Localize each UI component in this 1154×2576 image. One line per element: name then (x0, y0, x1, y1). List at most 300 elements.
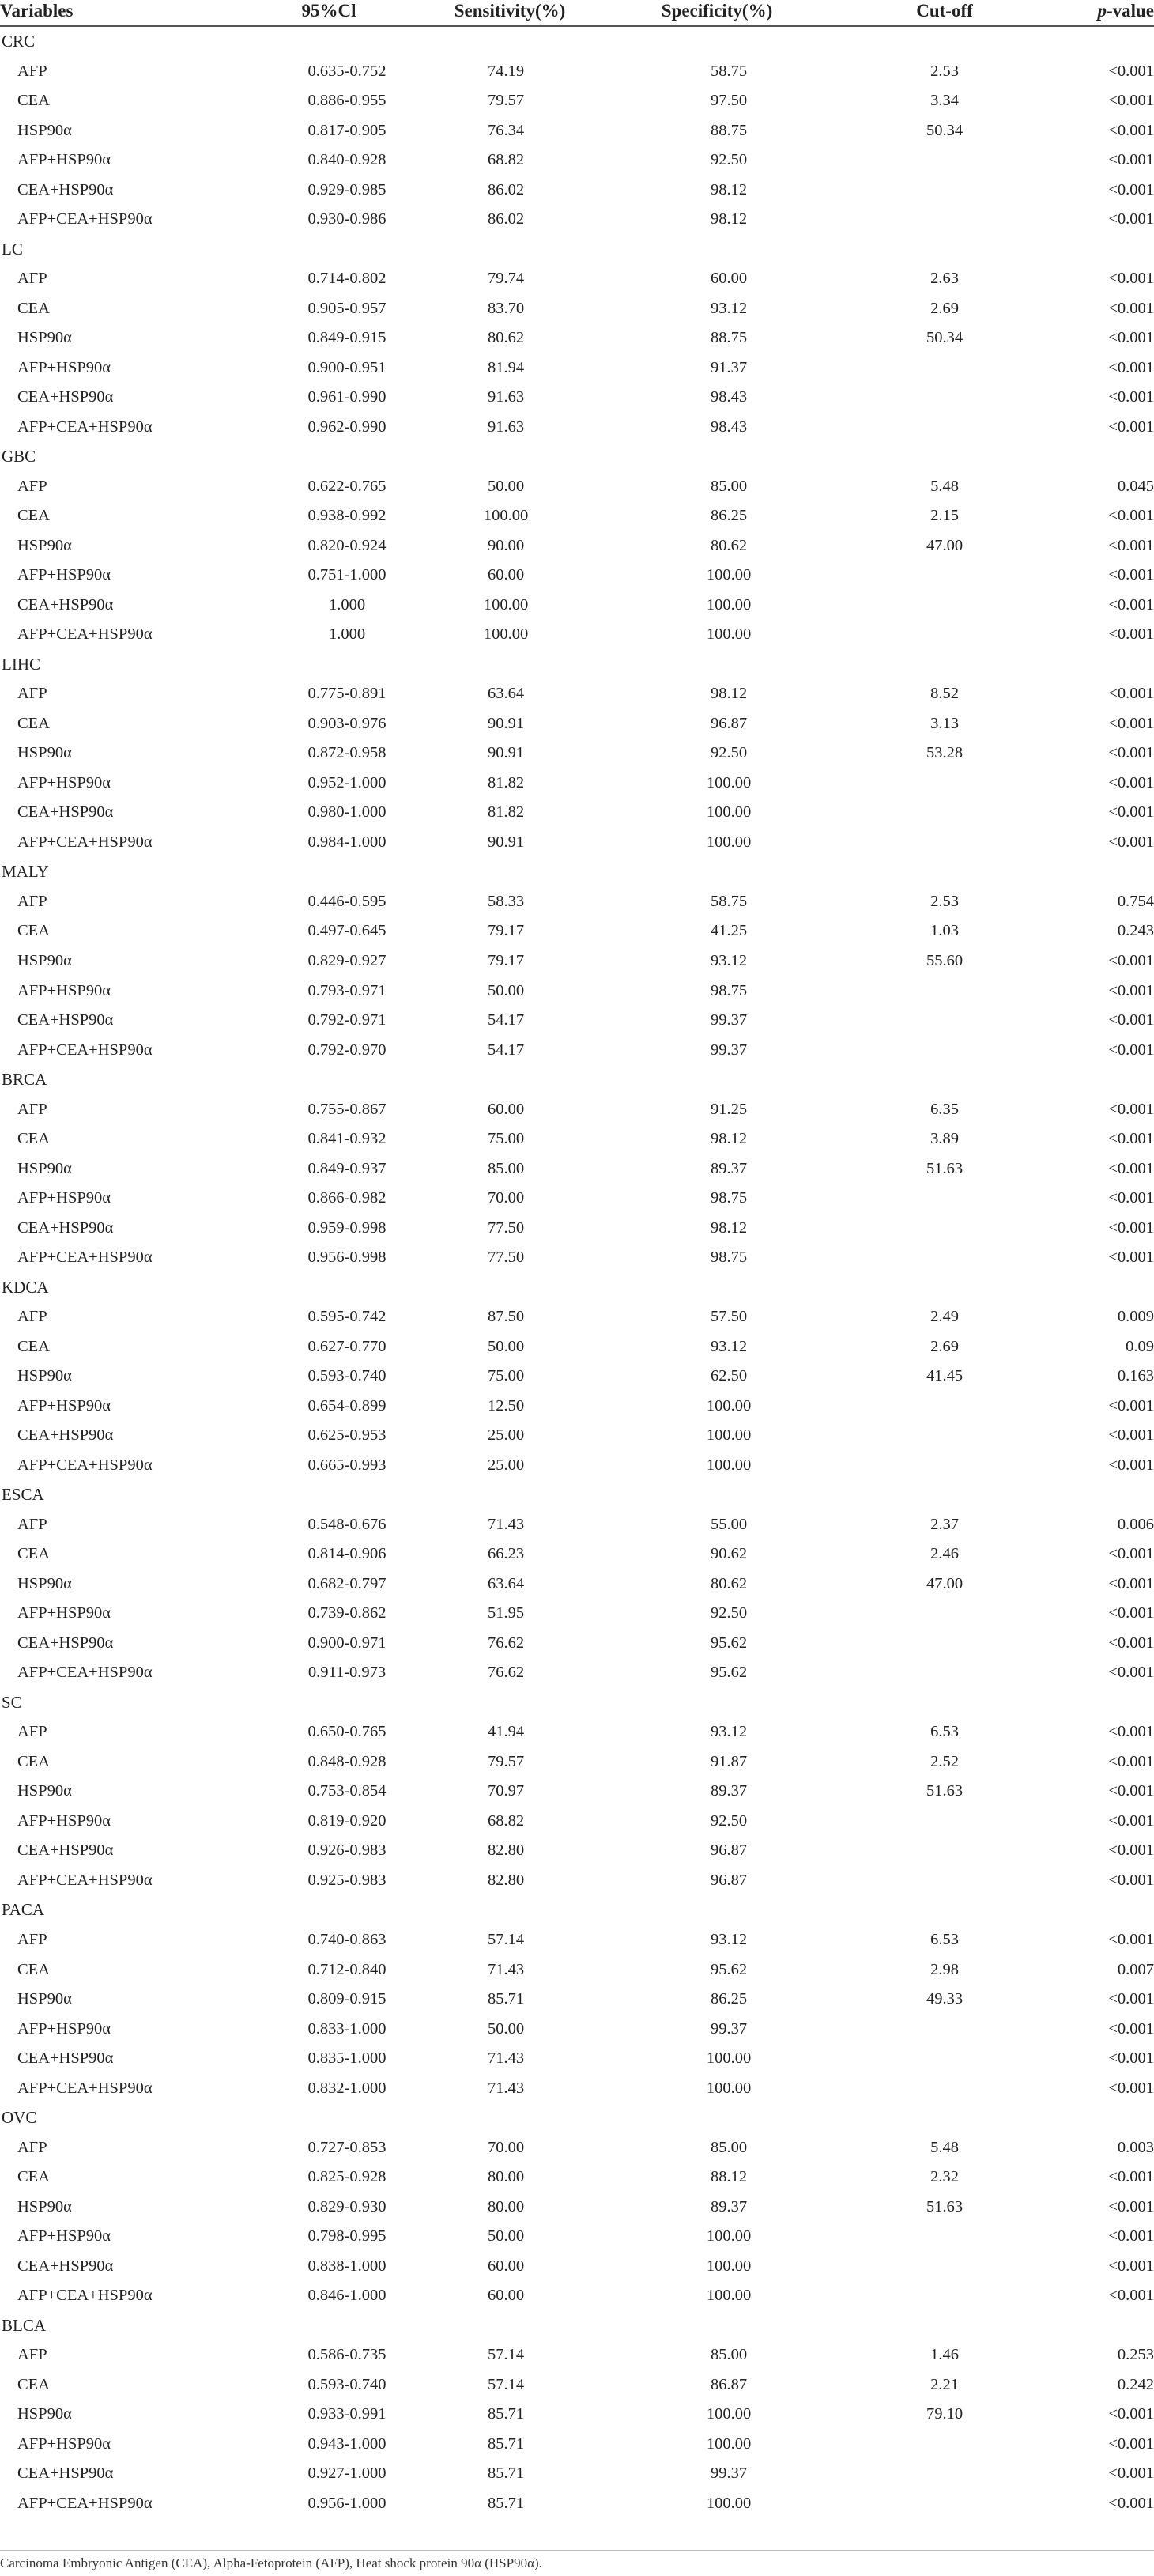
specificity-cell: 91.25 (710, 1100, 748, 1118)
specificity-cell: 92.50 (710, 1811, 748, 1830)
ci-cell: 0.665-0.993 (307, 1456, 387, 1474)
ci-cell: 0.593-0.740 (307, 1367, 387, 1385)
sensitivity-cell: 100.00 (483, 625, 529, 644)
p-value-cell: <0.001 (1108, 1723, 1154, 1741)
cutoff-cell: 2.21 (930, 2375, 959, 2393)
p-value-cell: <0.001 (1108, 270, 1154, 288)
sensitivity-cell: 81.94 (487, 358, 525, 376)
p-value-cell: <0.001 (1108, 388, 1154, 406)
p-value-cell: <0.001 (1108, 685, 1154, 703)
specificity-cell: 98.12 (710, 685, 748, 703)
sensitivity-cell: 60.00 (487, 2287, 525, 2305)
sensitivity-cell: 57.14 (487, 1931, 525, 1948)
sensitivity-cell: 41.94 (487, 1723, 525, 1741)
ci-cell: 0.872-0.958 (307, 744, 387, 762)
table-row (0, 946, 1154, 976)
specificity-cell: 98.43 (710, 388, 748, 406)
cutoff-cell: 50.34 (926, 329, 964, 347)
cutoff-cell: 2.63 (930, 270, 959, 288)
sensitivity-cell: 71.43 (487, 1960, 525, 1978)
table-row (0, 1036, 1154, 1066)
table-row (0, 1658, 1154, 1688)
sensitivity-cell: 82.80 (487, 1841, 525, 1860)
ci-cell: 0.866-0.982 (307, 1189, 387, 1207)
ci-cell: 0.900-0.971 (307, 1634, 387, 1652)
marker-name: CEA+HSP90α (17, 1011, 114, 1029)
sensitivity-cell: 50.00 (487, 2019, 525, 2038)
group-row (0, 1065, 1154, 1095)
sensitivity-cell: 57.14 (487, 2375, 525, 2393)
group-label: CRC (2, 32, 36, 51)
sensitivity-cell: 57.14 (487, 2346, 525, 2364)
ci-cell: 0.980-1.000 (307, 803, 387, 822)
header-ci: 95%Cl (301, 1, 356, 21)
p-value-cell: <0.001 (1108, 625, 1154, 644)
p-value-cell: <0.001 (1108, 1664, 1154, 1682)
sensitivity-cell: 81.82 (487, 773, 525, 791)
p-value-cell: <0.001 (1108, 180, 1154, 198)
specificity-cell: 99.37 (710, 1041, 748, 1059)
table-row (0, 294, 1154, 324)
marker-name: CEA+HSP90α (17, 388, 114, 406)
cutoff-cell: 3.34 (930, 92, 959, 110)
specificity-cell: 98.12 (710, 1130, 748, 1148)
group-row (0, 2311, 1154, 2341)
specificity-cell: 100.00 (706, 2287, 752, 2305)
cutoff-cell: 5.48 (930, 477, 959, 495)
ci-cell: 0.793-0.971 (307, 981, 387, 999)
sensitivity-cell: 85.71 (487, 2405, 525, 2423)
ci-cell: 0.814-0.906 (307, 1545, 387, 1563)
table-row (0, 1955, 1154, 1985)
marker-name: AFP+HSP90α (17, 566, 111, 584)
ci-cell: 0.650-0.765 (307, 1723, 387, 1741)
table-row (0, 1095, 1154, 1125)
marker-name: CEA (17, 2375, 50, 2393)
specificity-cell: 91.37 (710, 358, 748, 376)
table-row (0, 2133, 1154, 2163)
p-value-cell: <0.001 (1108, 1634, 1154, 1652)
ci-cell: 0.911-0.973 (307, 1664, 387, 1682)
specificity-cell: 57.50 (710, 1308, 748, 1326)
group-row (0, 2103, 1154, 2133)
ci-cell: 0.739-0.862 (307, 1604, 387, 1622)
marker-name: CEA (17, 1960, 50, 1978)
p-value-cell: <0.001 (1108, 1990, 1154, 2008)
marker-name: AFP+CEA+HSP90α (17, 1041, 153, 1059)
ci-cell: 0.586-0.735 (307, 2346, 387, 2364)
table-row (0, 1925, 1154, 1955)
specificity-cell: 95.62 (710, 1634, 748, 1652)
cutoff-cell: 51.63 (926, 1782, 964, 1800)
ci-cell: 0.446-0.595 (307, 892, 387, 910)
cutoff-cell: 41.45 (926, 1367, 964, 1385)
marker-name: CEA (17, 92, 50, 110)
ci-cell: 1.000 (328, 625, 366, 644)
p-value-cell: <0.001 (1108, 417, 1154, 436)
sensitivity-cell: 80.62 (487, 329, 525, 347)
group-row (0, 1273, 1154, 1303)
table-row (0, 828, 1154, 858)
ci-cell: 0.829-0.927 (307, 951, 387, 969)
ci-cell: 0.846-1.000 (307, 2287, 387, 2305)
header-cutoff: Cut-off (916, 1, 973, 21)
marker-name: CEA (17, 1545, 50, 1563)
sensitivity-cell: 76.62 (487, 1634, 525, 1652)
specificity-cell: 58.75 (710, 62, 748, 80)
specificity-cell: 100.00 (706, 2405, 752, 2423)
table-row (0, 2400, 1154, 2430)
cutoff-cell: 2.37 (930, 1515, 959, 1533)
ci-cell: 0.497-0.645 (307, 922, 387, 940)
ci-cell: 0.635-0.752 (307, 62, 387, 80)
marker-name: AFP+CEA+HSP90α (17, 1664, 153, 1682)
specificity-cell: 86.87 (710, 2375, 748, 2393)
sensitivity-cell: 68.82 (487, 1811, 525, 1830)
marker-name: CEA (17, 1752, 50, 1770)
specificity-cell: 95.62 (710, 1960, 748, 1978)
sensitivity-cell: 66.23 (487, 1545, 525, 1563)
table-row (0, 679, 1154, 709)
table-row (0, 1985, 1154, 2015)
marker-name: AFP+CEA+HSP90α (17, 2287, 153, 2305)
p-value-cell: <0.001 (1108, 2079, 1154, 2097)
group-label: ESCA (2, 1485, 44, 1505)
specificity-cell: 98.43 (710, 417, 748, 436)
table-row (0, 1717, 1154, 1747)
specificity-cell: 100.00 (706, 2049, 752, 2068)
table-row (0, 86, 1154, 116)
ci-cell: 0.849-0.937 (307, 1159, 387, 1177)
specificity-cell: 98.75 (710, 1248, 748, 1267)
ci-cell: 0.956-0.998 (307, 1248, 387, 1267)
ci-cell: 0.820-0.924 (307, 536, 387, 554)
sensitivity-cell: 86.02 (487, 180, 525, 198)
marker-name: AFP+HSP90α (17, 1396, 111, 1415)
table-row (0, 501, 1154, 531)
table-row (0, 2015, 1154, 2045)
marker-name: HSP90α (17, 121, 72, 139)
table-row (0, 57, 1154, 87)
table-row (0, 2074, 1154, 2104)
marker-name: AFP+CEA+HSP90α (17, 1248, 153, 1267)
table-row (0, 2459, 1154, 2489)
ci-cell: 0.817-0.905 (307, 121, 387, 139)
sensitivity-cell: 85.00 (487, 1159, 525, 1177)
cutoff-cell: 2.53 (930, 62, 959, 80)
ci-cell: 0.832-1.000 (307, 2079, 387, 2097)
sensitivity-cell: 76.34 (487, 121, 525, 139)
sensitivity-cell: 60.00 (487, 566, 525, 584)
marker-name: AFP+HSP90α (17, 2019, 111, 2038)
specificity-cell: 100.00 (706, 1396, 752, 1415)
cutoff-cell: 1.03 (930, 922, 959, 940)
specificity-cell: 100.00 (706, 803, 752, 822)
sensitivity-cell: 82.80 (487, 1871, 525, 1889)
marker-name: AFP+CEA+HSP90α (17, 1871, 153, 1889)
ci-cell: 0.625-0.953 (307, 1426, 387, 1445)
ci-cell: 0.714-0.802 (307, 270, 387, 288)
marker-name: AFP (17, 2138, 47, 2156)
p-value-cell: <0.001 (1108, 329, 1154, 347)
p-value-cell: <0.001 (1108, 2405, 1154, 2423)
group-label: LC (2, 239, 23, 259)
sensitivity-cell: 100.00 (483, 595, 529, 614)
table-row (0, 2193, 1154, 2223)
marker-name: HSP90α (17, 329, 72, 347)
sensitivity-cell: 25.00 (487, 1426, 525, 1445)
cutoff-cell: 1.46 (930, 2346, 959, 2364)
specificity-cell: 95.62 (710, 1664, 748, 1682)
p-value-cell: <0.001 (1108, 1011, 1154, 1029)
table-row (0, 1777, 1154, 1807)
table-row (0, 1154, 1154, 1184)
p-value-cell: <0.001 (1108, 803, 1154, 822)
ci-cell: 0.682-0.797 (307, 1574, 387, 1592)
footnote-divider (0, 2550, 1154, 2551)
ci-cell: 0.809-0.915 (307, 1990, 387, 2008)
table-row (0, 2340, 1154, 2370)
table-row (0, 472, 1154, 502)
cutoff-cell: 6.35 (930, 1100, 959, 1118)
sensitivity-cell: 100.00 (483, 507, 529, 525)
p-value-cell: <0.001 (1108, 2257, 1154, 2275)
cutoff-cell: 2.49 (930, 1308, 959, 1326)
marker-name: AFP+HSP90α (17, 981, 111, 999)
table-row (0, 1392, 1154, 1422)
specificity-cell: 100.00 (706, 773, 752, 791)
marker-name: AFP+CEA+HSP90α (17, 625, 153, 644)
sensitivity-cell: 79.74 (487, 270, 525, 288)
cutoff-cell: 3.89 (930, 1130, 959, 1148)
marker-name: AFP+HSP90α (17, 2434, 111, 2453)
marker-name: AFP (17, 1931, 47, 1948)
marker-name: CEA+HSP90α (17, 1841, 114, 1860)
ci-cell: 0.835-1.000 (307, 2049, 387, 2068)
p-value-cell: <0.001 (1108, 1574, 1154, 1592)
table-row (0, 591, 1154, 621)
p-value-cell: <0.001 (1108, 1100, 1154, 1118)
sensitivity-cell: 80.00 (487, 2168, 525, 2186)
group-row (0, 27, 1154, 57)
ci-cell: 0.833-1.000 (307, 2019, 387, 2038)
sensitivity-cell: 70.00 (487, 2138, 525, 2156)
sensitivity-cell: 79.17 (487, 951, 525, 969)
sensitivity-cell: 86.02 (487, 210, 525, 229)
specificity-cell: 100.00 (706, 1426, 752, 1445)
p-value-cell: 0.09 (1126, 1337, 1154, 1355)
table-row (0, 413, 1154, 443)
sensitivity-cell: 68.82 (487, 151, 525, 169)
marker-name: HSP90α (17, 951, 72, 969)
marker-name: AFP+HSP90α (17, 773, 111, 791)
group-row (0, 857, 1154, 887)
specificity-cell: 98.12 (710, 180, 748, 198)
sensitivity-cell: 75.00 (487, 1130, 525, 1148)
table-row (0, 1569, 1154, 1600)
marker-name: AFP (17, 892, 47, 910)
table-row (0, 383, 1154, 413)
p-value-cell: <0.001 (1108, 1456, 1154, 1474)
ci-cell: 0.938-0.992 (307, 507, 387, 525)
marker-name: CEA (17, 714, 50, 732)
sensitivity-cell: 91.63 (487, 417, 525, 436)
table-row (0, 1006, 1154, 1036)
table-row (0, 2370, 1154, 2400)
marker-name: AFP+HSP90α (17, 1189, 111, 1207)
ci-cell: 0.930-0.986 (307, 210, 387, 229)
specificity-cell: 90.62 (710, 1545, 748, 1563)
specificity-cell: 41.25 (710, 922, 748, 940)
sensitivity-cell: 79.17 (487, 922, 525, 940)
sensitivity-cell: 71.43 (487, 2049, 525, 2068)
cutoff-cell: 3.13 (930, 714, 959, 732)
p-value-cell: <0.001 (1108, 536, 1154, 554)
table-row (0, 2252, 1154, 2282)
marker-name: AFP (17, 477, 47, 495)
ci-cell: 0.841-0.932 (307, 1130, 387, 1148)
table-row (0, 798, 1154, 828)
cutoff-cell: 2.69 (930, 1337, 959, 1355)
sensitivity-cell: 74.19 (487, 62, 525, 80)
table-row (0, 264, 1154, 294)
marker-name: AFP (17, 685, 47, 703)
sensitivity-cell: 63.64 (487, 1574, 525, 1592)
table-row (0, 1421, 1154, 1451)
group-row (0, 1895, 1154, 1925)
group-label: LIHC (2, 654, 40, 674)
marker-name: HSP90α (17, 1782, 72, 1800)
marker-name: HSP90α (17, 1574, 72, 1592)
specificity-cell: 99.37 (710, 2465, 748, 2483)
ci-cell: 0.926-0.983 (307, 1841, 387, 1860)
sensitivity-cell: 90.00 (487, 536, 525, 554)
sensitivity-cell: 25.00 (487, 1456, 525, 1474)
table-row (0, 769, 1154, 799)
sensitivity-cell: 85.71 (487, 2494, 525, 2512)
p-value-cell: <0.001 (1108, 1871, 1154, 1889)
ci-cell: 0.952-1.000 (307, 773, 387, 791)
p-value-cell: <0.001 (1108, 2434, 1154, 2453)
p-value-cell: <0.001 (1108, 121, 1154, 139)
cutoff-cell: 50.34 (926, 121, 964, 139)
p-value-cell: <0.001 (1108, 2287, 1154, 2305)
marker-name: AFP+CEA+HSP90α (17, 1456, 153, 1474)
ci-cell: 0.849-0.915 (307, 329, 387, 347)
p-value-cell: <0.001 (1108, 773, 1154, 791)
cutoff-cell: 49.33 (926, 1990, 964, 2008)
ci-cell: 0.548-0.676 (307, 1515, 387, 1533)
ci-cell: 0.943-1.000 (307, 2434, 387, 2453)
p-value-cell: <0.001 (1108, 566, 1154, 584)
ci-cell: 0.792-0.971 (307, 1011, 387, 1029)
ci-cell: 0.956-1.000 (307, 2494, 387, 2512)
table-row (0, 738, 1154, 769)
group-label: PACA (2, 1900, 45, 1920)
specificity-cell: 96.87 (710, 1841, 748, 1860)
cutoff-cell: 2.53 (930, 892, 959, 910)
p-value-cell: 0.253 (1117, 2346, 1154, 2364)
sensitivity-cell: 83.70 (487, 299, 525, 317)
ci-cell: 0.886-0.955 (307, 92, 387, 110)
specificity-cell: 100.00 (706, 2494, 752, 2512)
p-value-cell: <0.001 (1108, 1604, 1154, 1622)
marker-name: AFP+HSP90α (17, 1604, 111, 1622)
sensitivity-cell: 71.43 (487, 2079, 525, 2097)
p-value-cell: <0.001 (1108, 1426, 1154, 1445)
ci-cell: 0.627-0.770 (307, 1337, 387, 1355)
marker-name: HSP90α (17, 2405, 72, 2423)
ci-cell: 1.000 (328, 595, 366, 614)
cutoff-cell: 51.63 (926, 1159, 964, 1177)
specificity-cell: 99.37 (710, 1011, 748, 1029)
p-value-cell: 0.243 (1117, 922, 1154, 940)
ci-cell: 0.775-0.891 (307, 685, 387, 703)
table-row (0, 205, 1154, 235)
sensitivity-cell: 50.00 (487, 2227, 525, 2246)
group-row (0, 650, 1154, 680)
group-label: GBC (2, 447, 36, 466)
marker-name: AFP (17, 2346, 47, 2364)
specificity-cell: 96.87 (710, 1871, 748, 1889)
p-value-cell: <0.001 (1108, 1130, 1154, 1148)
specificity-cell: 100.00 (706, 2079, 752, 2097)
specificity-cell: 100.00 (706, 625, 752, 644)
p-value-cell: <0.001 (1108, 2494, 1154, 2512)
specificity-cell: 98.75 (710, 1189, 748, 1207)
sensitivity-cell: 79.57 (487, 1752, 525, 1770)
marker-name: HSP90α (17, 2197, 72, 2215)
sensitivity-cell: 51.95 (487, 1604, 525, 1622)
sensitivity-cell: 77.50 (487, 1218, 525, 1237)
cutoff-cell: 2.69 (930, 299, 959, 317)
p-value-cell: <0.001 (1108, 833, 1154, 851)
group-label: BRCA (2, 1070, 47, 1090)
cutoff-cell: 2.15 (930, 507, 959, 525)
ci-cell: 0.622-0.765 (307, 477, 387, 495)
p-value-cell: <0.001 (1108, 2168, 1154, 2186)
ci-cell: 0.751-1.000 (307, 566, 387, 584)
table-row (0, 709, 1154, 739)
specificity-cell: 93.12 (710, 1931, 748, 1948)
ci-cell: 0.927-1.000 (307, 2465, 387, 2483)
p-value-cell: <0.001 (1108, 358, 1154, 376)
marker-name: AFP+CEA+HSP90α (17, 210, 153, 229)
sensitivity-cell: 60.00 (487, 2257, 525, 2275)
p-value-cell: 0.163 (1117, 1367, 1154, 1385)
cutoff-cell: 2.32 (930, 2168, 959, 2186)
specificity-cell: 85.00 (710, 2346, 748, 2364)
marker-name: AFP (17, 270, 47, 288)
sensitivity-cell: 90.91 (487, 714, 525, 732)
table-row (0, 887, 1154, 917)
ci-cell: 0.753-0.854 (307, 1782, 387, 1800)
table-row (0, 1629, 1154, 1659)
marker-name: CEA+HSP90α (17, 2257, 114, 2275)
p-value-cell: <0.001 (1108, 744, 1154, 762)
group-row (0, 1688, 1154, 1718)
ci-cell: 0.829-0.930 (307, 2197, 387, 2215)
specificity-cell: 100.00 (706, 2257, 752, 2275)
table-row (0, 1747, 1154, 1777)
table-row (0, 1807, 1154, 1837)
ci-cell: 0.825-0.928 (307, 2168, 387, 2186)
marker-name: HSP90α (17, 536, 72, 554)
marker-name: HSP90α (17, 1990, 72, 2008)
p-value-cell: <0.001 (1108, 2227, 1154, 2246)
specificity-cell: 100.00 (706, 595, 752, 614)
ci-cell: 0.905-0.957 (307, 299, 387, 317)
